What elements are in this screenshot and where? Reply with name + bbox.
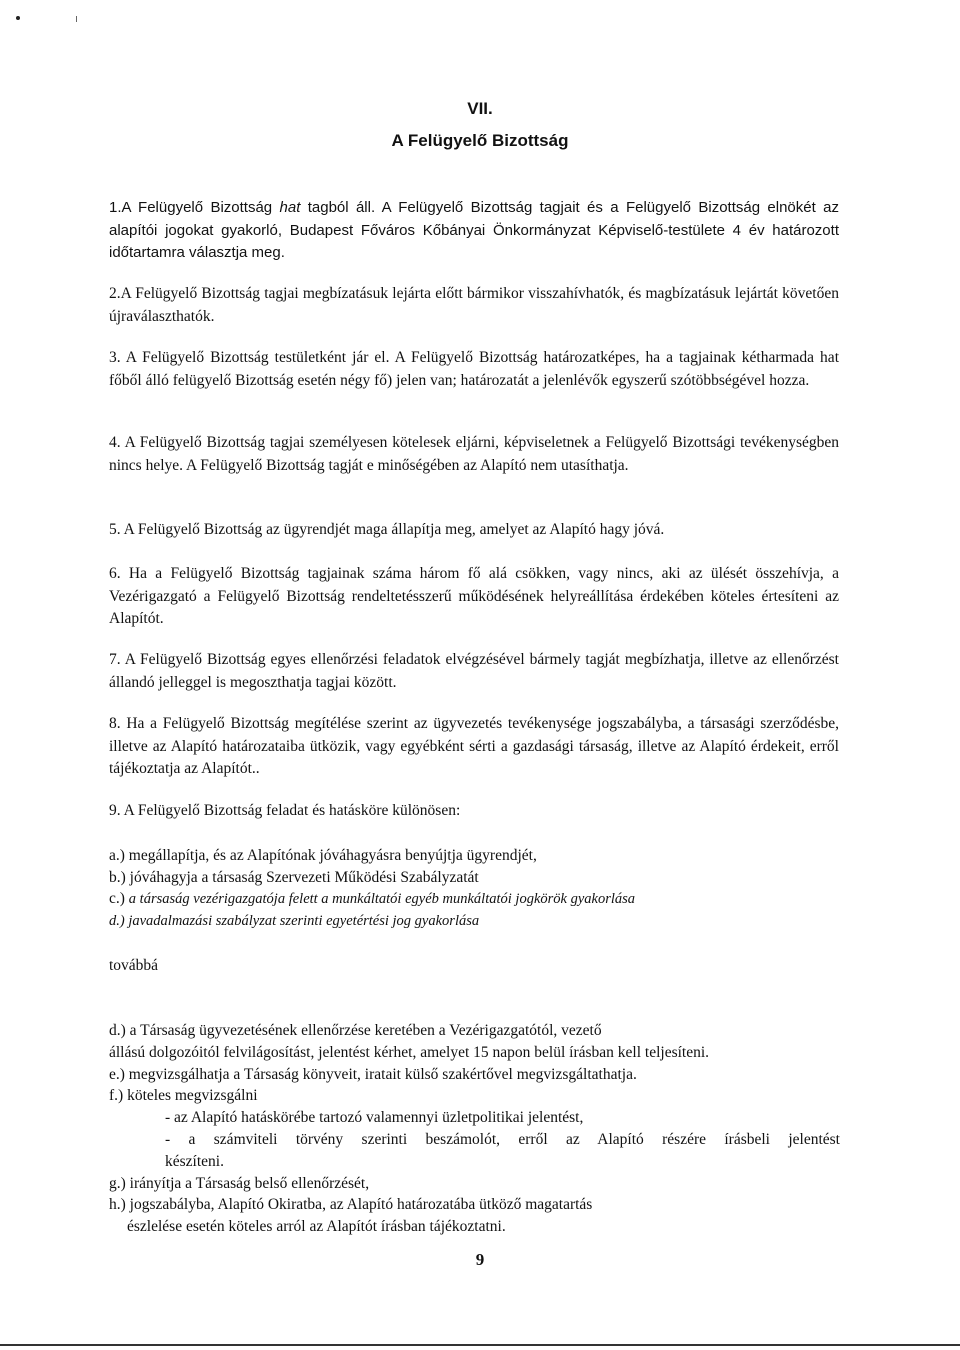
scan-speck-small bbox=[76, 16, 77, 22]
paragraph-7: 7. A Felügyelő Bizottság egyes ellenőrzési feladatok elvégzésével bármely tagját megbízhatja, illetve az ellenőrzést állandó jelleggel is megoszthatja tagjai között. bbox=[109, 651, 839, 691]
list-item-g: g.) irányítja a Társaság belső ellenőrzését, bbox=[109, 1175, 370, 1192]
list-item-e: e.) megvizsgálhatja a Társaság könyveit, iratait külső szakértővel megvizsgáltathatja. bbox=[109, 1066, 637, 1083]
paragraph-1-start: 1.A Felügyelő Bizottság bbox=[109, 199, 280, 216]
list-item-c-text: a társaság vezérigazgatója felett a munkáltatói egyéb munkáltatói jogkörök gyakorlása bbox=[128, 891, 636, 907]
paragraph-1-italic: hat bbox=[279, 199, 301, 216]
list-item-d2: állású dolgozóitól felvilágosítást, jelentést kérhet, amelyet 15 napon belül írásban kell teljesíteni. bbox=[109, 1044, 710, 1061]
list-item-c-prefix: c.) bbox=[109, 890, 129, 907]
paragraph-1 bbox=[109, 197, 839, 265]
list-item-b: b.) jóváhagyja a társaság Szervezeti Működési Szabályzatát bbox=[109, 869, 479, 886]
chapter-number: VII. bbox=[467, 99, 493, 118]
page-number: 9 bbox=[475, 1250, 485, 1269]
paragraph-6: 6. Ha a Felügyelő Bizottság tagjainak száma három fő alá csökken, vagy nincs, aki az ülését összehívja, a Vezérigazgató a Felügyelő Bizottság rendeltetésszerű működésének helyreállítása érdekében köteles értesíteni az Alapítót. bbox=[109, 565, 839, 627]
list-item-h1: h.) jogszabályba, Alapító Okiratba, az Alapító határozatába ütköző magatartás bbox=[109, 1196, 593, 1213]
scan-edge-line bbox=[0, 1344, 960, 1346]
paragraph-1-rest: tagból áll. A Felügyelő Bizottság tagjait és a Felügyelő Bizottság elnökét az alapítói jogokat gyakorló, Budapest Főváros Kőbányai Önkormányzat Képviselő-testülete 4 év határozott időtartamra választja meg. bbox=[109, 199, 839, 261]
paragraph-4: 4. A Felügyelő Bizottság tagjai személyesen kötelesek eljárni, képviseletnek a Felügyelő Bizottsági tevékenységben nincs helye. A Felügyelő Bizottság tagját e minőségében az Alapító nem utasíthatja. bbox=[109, 434, 839, 474]
list-item-a: a.) megállapítja, és az Alapítónak jóváhagyásra benyújtja ügyrendjét, bbox=[109, 847, 537, 864]
scan-speck bbox=[16, 16, 20, 20]
paragraph-8: 8. Ha a Felügyelő Bizottság megítélése szerint az ügyvezetés tevékenysége jogszabályba, a társasági szerződésbe, illetve az Alapító határozataiba ütközik, vagy egyébként sérti a gazdasági társaság, illetve az Alapító érdekeit, erről tájékoztatja az Alapítót.. bbox=[109, 715, 839, 777]
paragraph-9: 9. A Felügyelő Bizottság feladat és hatásköre különösen: bbox=[109, 802, 461, 819]
list-item-f2-cont: készíteni. bbox=[165, 1153, 224, 1170]
list-item-d1: d.) a Társaság ügyvezetésének ellenőrzése keretében a Vezérigazgatótól, vezető bbox=[109, 1022, 602, 1039]
list-item-f2: - a számviteli törvény szerinti beszámolót, erről az Alapító részére írásbeli jelentést bbox=[165, 1131, 840, 1148]
tovabba-label: továbbá bbox=[109, 957, 159, 974]
paragraph-3: 3. A Felügyelő Bizottság testületként jár el. A Felügyelő Bizottság határozatképes, ha a tagjainak kétharmada hat főből álló felügyelő Bizottság esetén négy fő) jelen van; határozatát a jelenlévők egyszerű szótöbbségével hozza. bbox=[109, 349, 839, 389]
list-item-c bbox=[109, 888, 635, 911]
chapter-title: A Felügyelő Bizottság bbox=[391, 131, 569, 150]
paragraph-5: 5. A Felügyelő Bizottság az ügyrendjét maga állapítja meg, amelyet az Alapító hagy jóvá. bbox=[109, 521, 665, 538]
paragraph-2: 2.A Felügyelő Bizottság tagjai megbízatásuk lejárta előtt bármikor visszahívhatók, és magbízatásuk lejártát követően újraválaszthatók. bbox=[109, 285, 839, 325]
list-item-f1: - az Alapító hatáskörébe tartozó valamennyi üzletpolitikai jelentést, bbox=[165, 1109, 584, 1126]
list-item-d-italic: d.) javadalmazási szabályzat szerinti egyetértési jog gyakorlása bbox=[109, 913, 480, 929]
list-item-h2: észlelése esetén köteles arról az Alapítót írásban tájékoztatni. bbox=[127, 1218, 506, 1235]
list-item-f: f.) köteles megvizsgálni bbox=[109, 1087, 258, 1104]
